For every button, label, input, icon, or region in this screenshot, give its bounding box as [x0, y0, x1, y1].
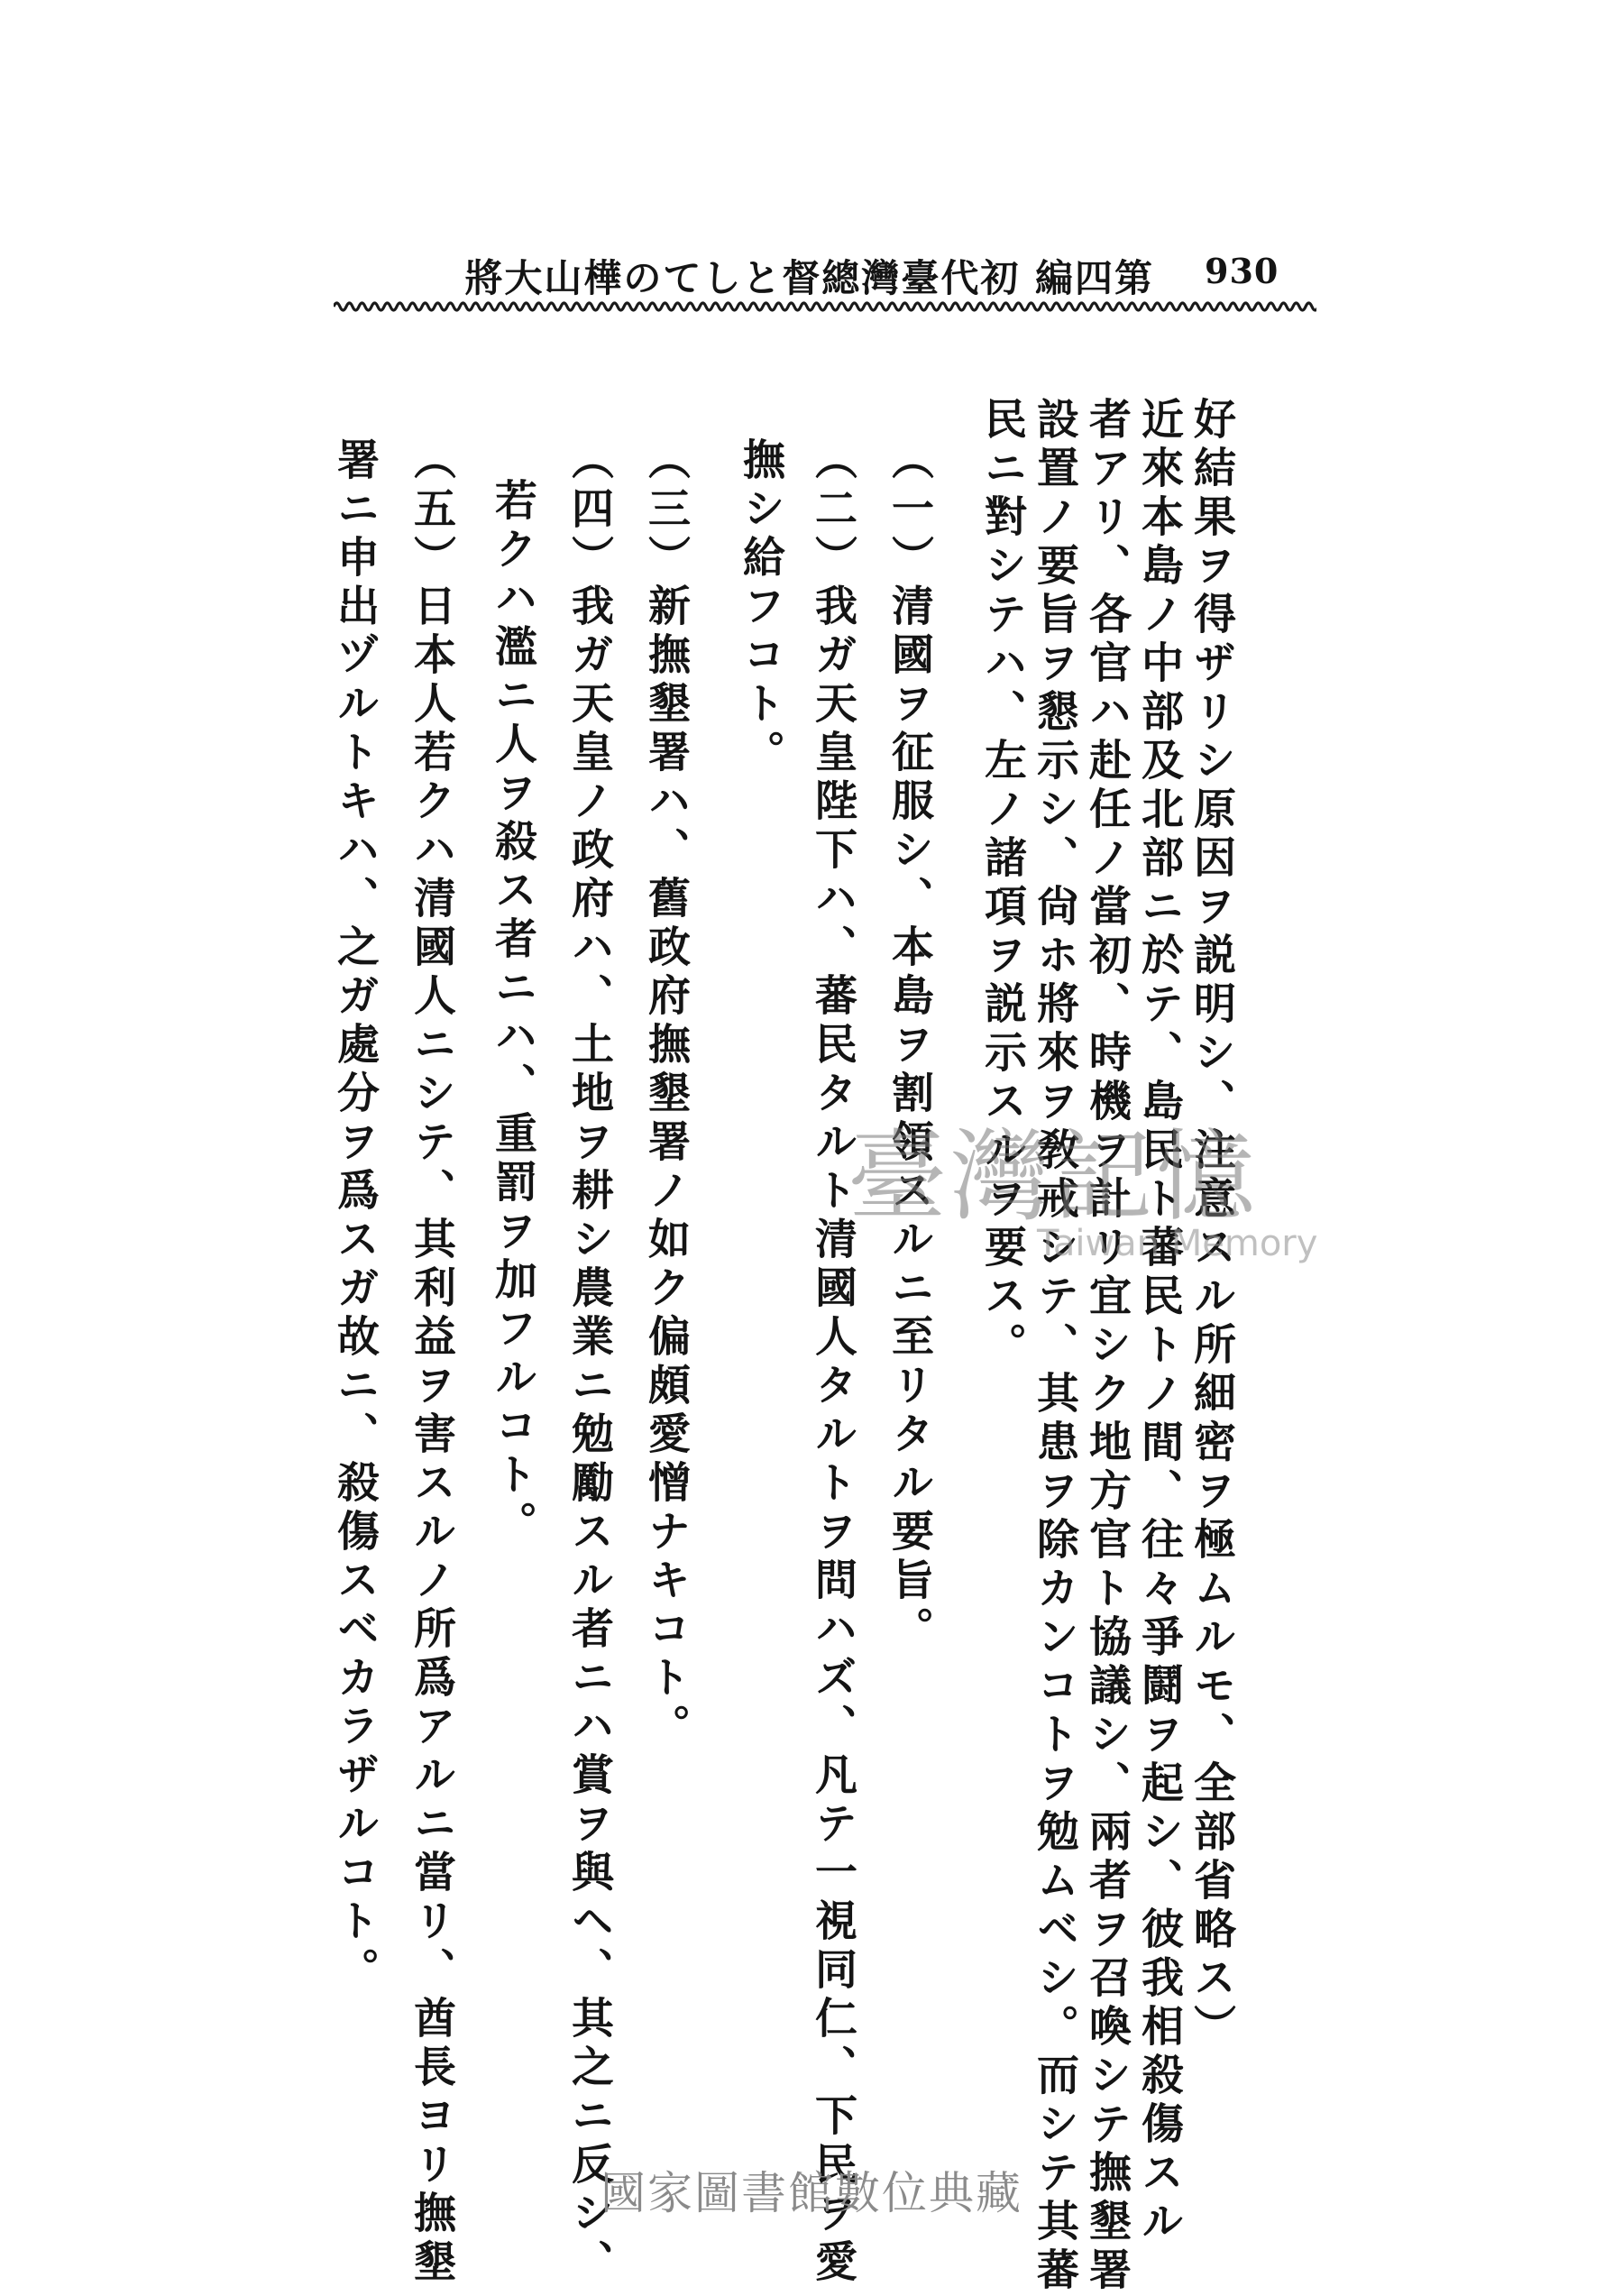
page-number: 930	[1205, 251, 1279, 291]
list-item-4-cont: 若クハ濫ニ人ヲ殺ス者ニハ、重罰ヲ加フルコト。	[488, 478, 537, 1549]
list-item-3: （三）新撫墾署ハ、舊政府撫墾署ノ如ク偏頗愛憎ナキコト。	[641, 437, 691, 1752]
library-footer: 國家圖書館數位典藏	[601, 2167, 1022, 2219]
text-line-5: 民ニ對シテハ、左ノ諸項ヲ説示スルヲ要ス。	[977, 397, 1027, 1371]
list-item-4: （四）我ガ天皇ノ政府ハ、土地ヲ耕シ農業ニ勉勵スル者ニハ賞ヲ與ヘ、其之ニ反シ、	[564, 437, 614, 2288]
list-item-5: （五）日本人若クハ清國人ニシテ、其利益ヲ害スルノ所爲アルニ當リ、酋長ヨリ撫墾	[407, 437, 456, 2288]
text-line-4: 設置ノ要旨ヲ懇示シ、尙ホ將來ヲ敎戒シテ、其患ヲ除カンコトヲ勉ムベシ。而シテ其蕃	[1030, 397, 1079, 2296]
wavy-rule	[334, 296, 1316, 317]
text-line-1: 好結果ヲ得ザリシ原因ヲ説明シ、注意スル所細密ヲ極ムルモ、全部省略ス）	[1187, 397, 1236, 2053]
watermark-chinese: 臺灣記憶	[848, 1119, 1259, 1235]
list-item-2: （二）我ガ天皇陛下ハ、蕃民タルト清國人タルトヲ問ハズ、凡テ一視同仁、下民ヲ愛	[808, 437, 857, 2288]
list-item-5-cont: 署ニ申出ヅルトキハ、之ガ處分ヲ爲スガ故ニ、殺傷スベカラザルコト。	[330, 437, 380, 1996]
text-line-3: 者アリ、各官ハ赴任ノ當初、時機ヲ計リ宜シク地方官ト協議シ、兩者ヲ召喚シテ撫墾署	[1082, 397, 1132, 2296]
running-title: 第四編 初代臺灣總督としての樺山大將	[464, 256, 1154, 300]
list-item-1: （一）清國ヲ征服シ、本島ヲ割領スルニ至リタル要旨。	[885, 437, 934, 1655]
text-line-2: 近來本島ノ中部及北部ニ於テ、島民ト蕃民トノ間、往々爭鬪ヲ起シ、彼我相殺傷スル	[1134, 397, 1184, 2247]
taiwan-memory-watermark	[848, 1119, 1318, 1272]
list-item-2-cont: 撫シ給フコト。	[736, 437, 785, 778]
watermark-english: Taiwan Memory	[1037, 1223, 1318, 1264]
